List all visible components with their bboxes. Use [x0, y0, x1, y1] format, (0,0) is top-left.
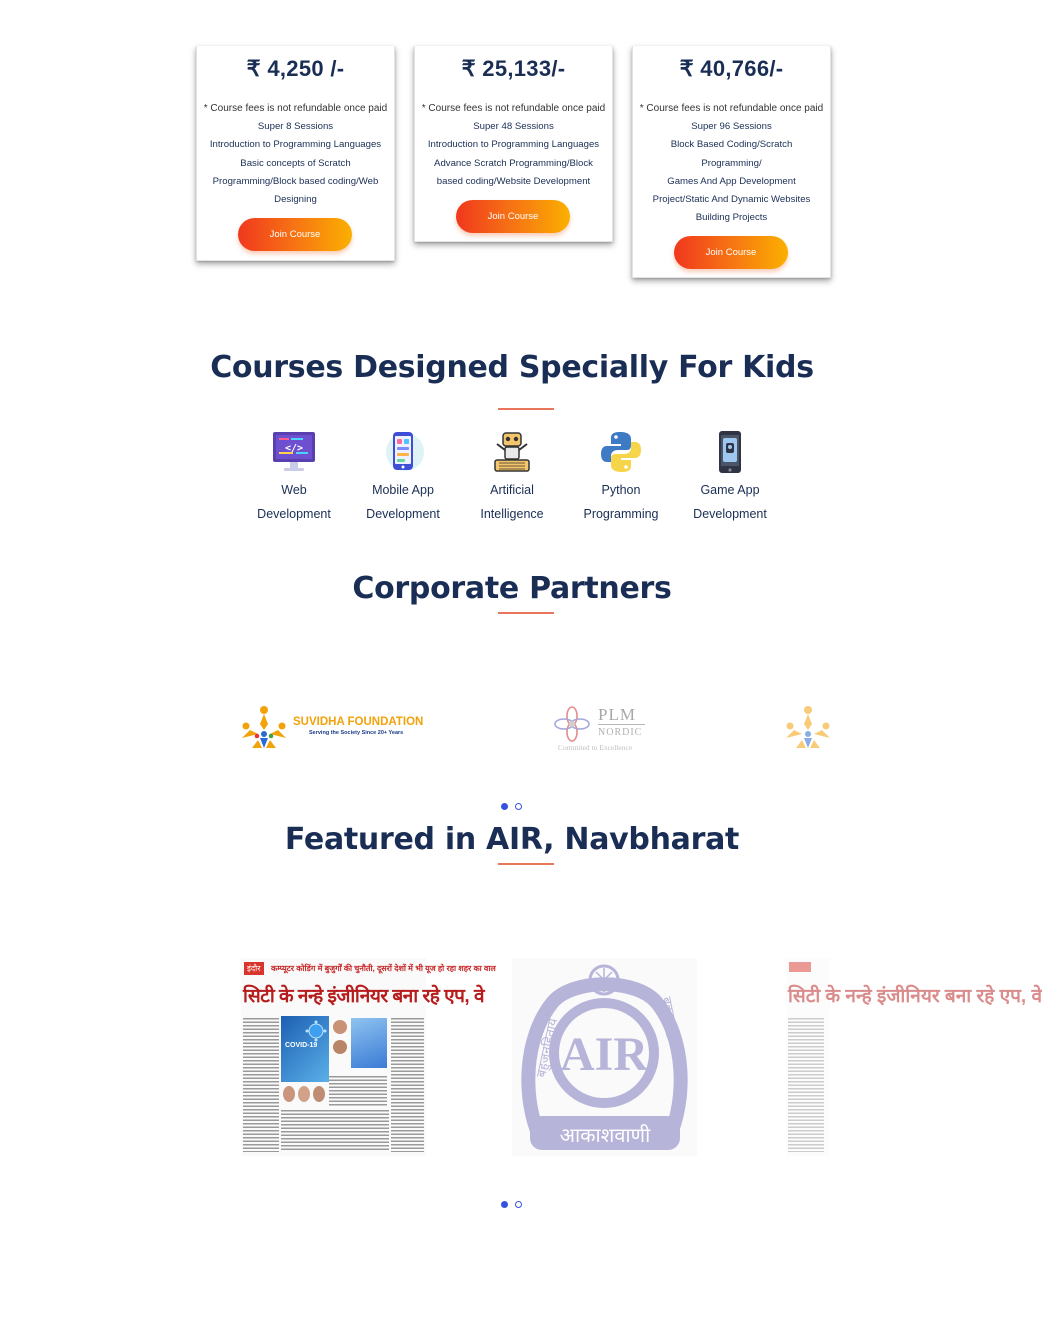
app-screenshot	[351, 1018, 387, 1068]
akashvani-emblem-icon	[512, 958, 697, 1156]
python-icon	[599, 430, 643, 474]
refund-note: * Course fees is not refundable once paid	[203, 103, 388, 114]
air-logo[interactable]	[512, 958, 697, 1156]
air-hindi-name: आकाशवाणी	[559, 1123, 651, 1147]
plan-price: ₹ 4,250 /-	[246, 56, 345, 81]
course-mobile-app[interactable]	[353, 430, 453, 526]
course-label-line1: Game App	[700, 483, 760, 497]
course-label-line1: Python	[601, 483, 641, 497]
child-photo	[333, 1040, 347, 1054]
suvidha-tagline: Serving the Society Since 20+ Years	[309, 730, 404, 736]
plm-sub: NORDIC	[598, 727, 643, 738]
refund-note: * Course fees is not refundable once paid	[421, 103, 606, 114]
navbharat-news-clipping-next[interactable]	[786, 958, 1042, 1156]
feature-item: Games And App Development	[667, 175, 796, 187]
plm-tagline: Commited to Excellence	[558, 743, 633, 752]
featured-carousel-dot-2[interactable]	[515, 1201, 522, 1208]
suvidha-name: SUVIDHA FOUNDATION	[293, 716, 424, 728]
air-letters: AIR	[559, 1028, 649, 1081]
news-kicker	[789, 962, 811, 972]
course-label-line1: Artificial	[490, 483, 534, 497]
plm-divider	[598, 724, 645, 725]
featured-carousel-dot-1[interactable]	[501, 1201, 508, 1208]
plm-name: PLM	[598, 705, 636, 724]
feature-item: Programming/Block based coding/Web	[212, 175, 379, 187]
course-label-line2: Development	[366, 507, 440, 521]
child-photo	[298, 1086, 310, 1102]
feature-item: Super 8 Sessions	[257, 121, 334, 132]
pricing-card-basic	[196, 46, 395, 261]
child-photo	[283, 1086, 295, 1102]
web-development-icon	[272, 430, 316, 474]
robot-icon	[490, 430, 534, 474]
pricing-card-premium	[632, 46, 831, 278]
kids-courses-title: Courses Designed Specially For Kids	[210, 350, 814, 385]
course-label-line1: Mobile App	[372, 483, 434, 497]
covid-image	[281, 1016, 329, 1082]
covid-label: COVID-19	[285, 1042, 318, 1049]
news-headline: सिटी के नन्हे इंजीनियर बना रहे एप, वे	[788, 986, 1042, 1007]
feature-item: Super 48 Sessions	[473, 121, 554, 132]
partners-title: Corporate Partners	[352, 571, 672, 606]
svg-text:</>: </>	[284, 443, 304, 454]
pricing-card-standard	[414, 46, 613, 242]
feature-item: Block Based Coding/Scratch	[670, 139, 793, 151]
title-underline	[498, 863, 554, 865]
news-column	[391, 1016, 424, 1152]
course-game-app[interactable]	[680, 430, 780, 526]
news-table	[329, 1074, 387, 1106]
partners-carousel-dot-1[interactable]	[501, 803, 508, 810]
partners-carousel-dot-2[interactable]	[515, 803, 522, 810]
air-motto-left: बहुजनहिताय	[534, 1017, 562, 1079]
suvidha-foundation-logo[interactable]	[238, 704, 428, 754]
feature-item: Building Projects	[695, 212, 768, 224]
title-underline	[498, 408, 554, 410]
feature-item: Designing	[274, 194, 317, 206]
feature-item: Programming/	[701, 157, 762, 169]
news-headline: सिटी के नन्हे इंजीनियर बना रहे एप, वे	[243, 986, 485, 1007]
feature-item: based coding/Website Development	[436, 175, 591, 187]
course-web-development[interactable]	[244, 430, 344, 526]
feature-list	[415, 118, 612, 191]
join-course-button[interactable]: Join Course	[456, 200, 570, 233]
course-python[interactable]	[571, 430, 671, 526]
news-column	[243, 1016, 279, 1152]
suvidha-emblem-icon	[238, 704, 290, 754]
course-label-line2: Development	[693, 507, 767, 521]
featured-title: Featured in AIR, Navbharat	[284, 822, 740, 857]
feature-list	[633, 118, 830, 228]
join-course-button[interactable]: Join Course	[674, 236, 788, 269]
child-photo	[313, 1086, 325, 1102]
suvidha-foundation-logo-next[interactable]	[782, 704, 830, 754]
news-kicker: इंदौर	[244, 962, 264, 975]
course-label-line2: Intelligence	[480, 507, 544, 521]
plan-price: ₹ 40,766/-	[679, 56, 784, 81]
title-underline	[498, 612, 554, 614]
news-subhead: कम्प्यूटर कोडिंग में बुजुर्गों की चुनौती, दूसरों देशों में भी यूज हो रहा शहर का वाल	[271, 964, 496, 973]
plm-nordic-logo[interactable]	[554, 704, 654, 754]
child-photo	[333, 1020, 347, 1034]
feature-list	[197, 118, 394, 209]
feature-item: Project/Static And Dynamic Websites	[652, 194, 811, 206]
news-body	[281, 1108, 389, 1152]
plm-flower-icon	[554, 706, 590, 742]
virus-icon	[305, 1020, 327, 1042]
air-motto-right: बहुजनसुखाय	[658, 995, 686, 1060]
feature-item: Introduction to Programming Languages	[209, 139, 382, 151]
refund-note: * Course fees is not refundable once paid	[639, 103, 824, 114]
plan-price: ₹ 25,133/-	[461, 56, 566, 81]
course-artificial-intelligence[interactable]	[462, 430, 562, 526]
course-label-line1: Web	[281, 483, 307, 497]
feature-item: Basic concepts of Scratch	[240, 157, 351, 169]
feature-item: Introduction to Programming Languages	[427, 139, 600, 151]
join-course-button[interactable]: Join Course	[238, 218, 352, 251]
feature-item: Advance Scratch Programming/Block	[434, 157, 593, 169]
game-phone-icon	[708, 430, 752, 474]
mobile-app-icon	[381, 430, 425, 474]
suvidha-emblem-icon	[782, 704, 834, 754]
course-label-line2: Programming	[583, 507, 659, 521]
navbharat-news-clipping[interactable]	[241, 958, 496, 1156]
news-column	[788, 1016, 824, 1152]
feature-item: Super 96 Sessions	[691, 121, 772, 132]
course-label-line2: Development	[257, 507, 331, 521]
